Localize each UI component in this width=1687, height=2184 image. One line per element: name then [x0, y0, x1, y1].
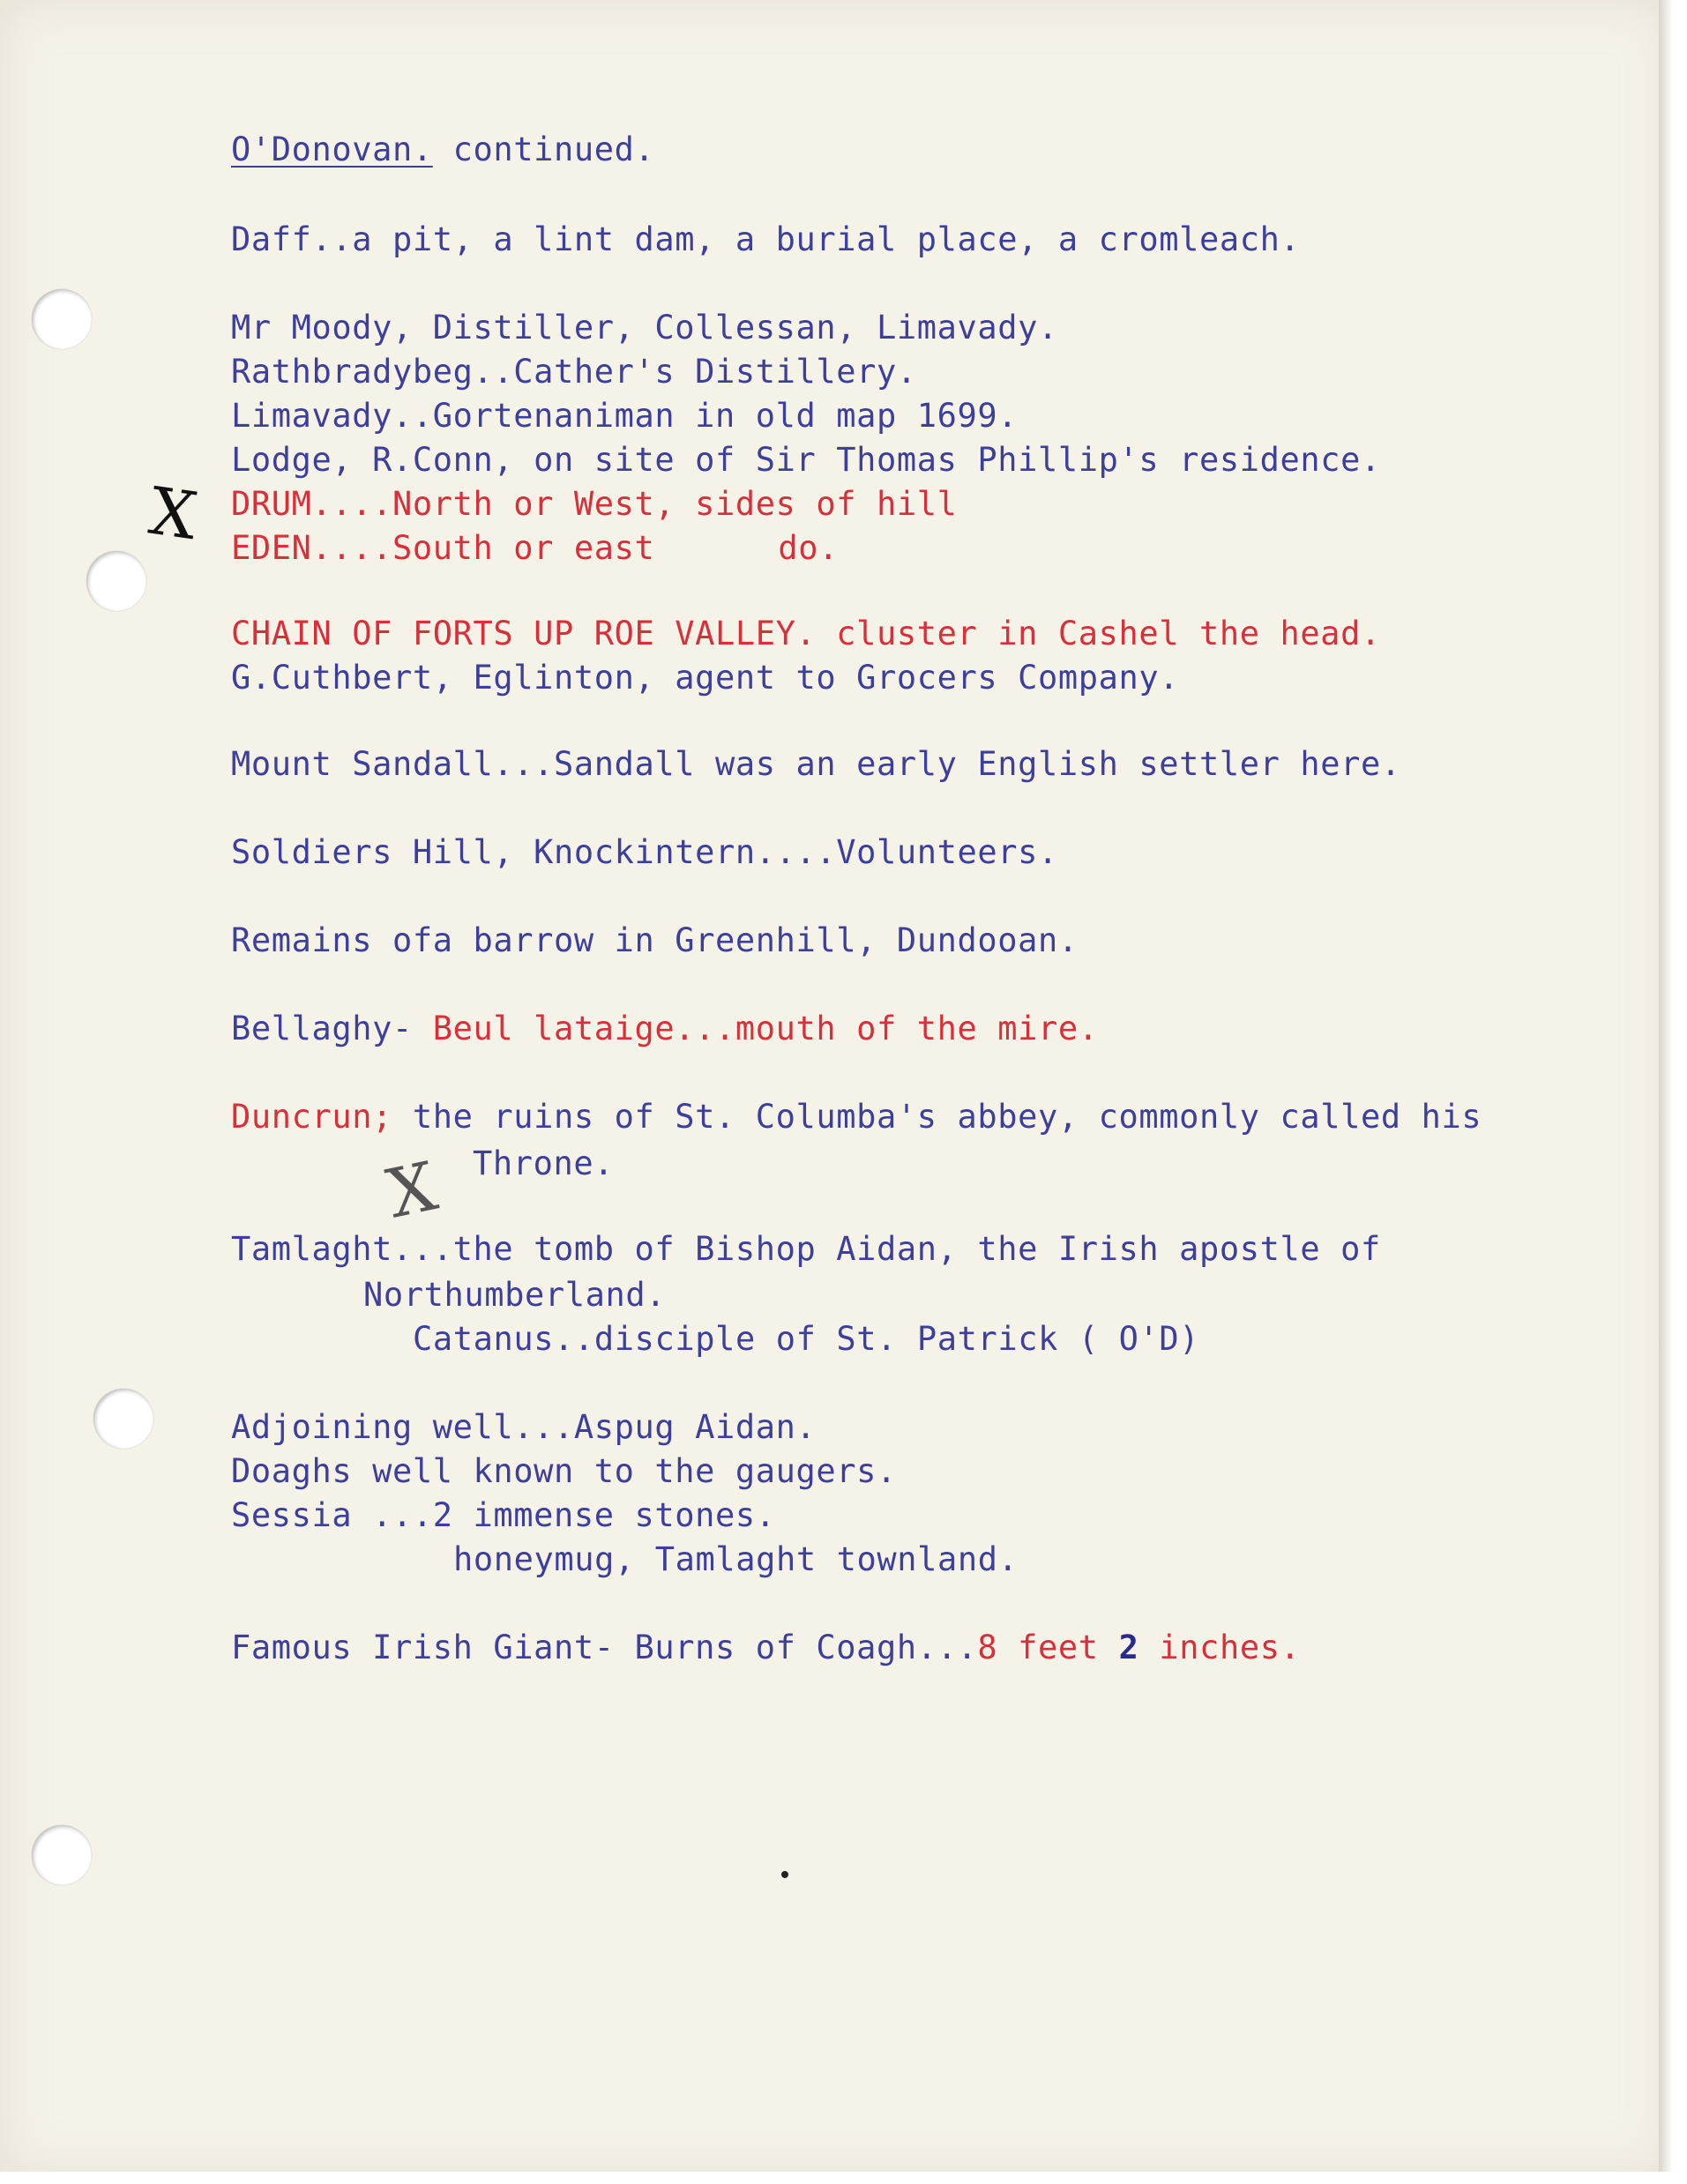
- ink-speck: [781, 1871, 788, 1878]
- chain-title: CHAIN OF FORTS UP ROE VALLEY.: [231, 615, 817, 652]
- text-line-rathbrady: Rathbradybeg..Cather's Distillery.: [231, 353, 917, 391]
- bellaghy-meaning: Beul lataige...mouth of the mire.: [432, 1010, 1099, 1047]
- text-line-sandall: Mount Sandall...Sandall was an early English settler here.: [231, 745, 1401, 783]
- text-line-adjoining: Adjoining well...Aspug Aidan.: [231, 1408, 817, 1446]
- text-line-lodge: Lodge, R.Conn, on site of Sir Thomas Phillip's residence.: [231, 441, 1381, 479]
- text-line-sessia: Sessia ...2 immense stones.: [231, 1496, 776, 1534]
- text-line-remains: Remains ofa barrow in Greenhill, Dundooan.: [231, 921, 1079, 959]
- text-line-doaghs: Doaghs well known to the gaugers.: [231, 1452, 897, 1490]
- giant-height-feet: 8 feet: [977, 1629, 1119, 1666]
- giant-height-number: 2: [1118, 1629, 1139, 1666]
- text-line-daff: Daff..a pit, a lint dam, a burial place, a cromleach.: [231, 220, 1301, 258]
- punch-hole: [86, 551, 146, 611]
- punch-hole: [32, 289, 92, 349]
- text-line-cuthbert: G.Cuthbert, Eglinton, agent to Grocers Company.: [231, 659, 1180, 697]
- punch-hole: [32, 1825, 92, 1885]
- handwritten-x-mark: X: [145, 473, 202, 555]
- text-line-catanus: Catanus..disciple of St. Patrick ( O'D): [413, 1320, 1200, 1358]
- page-edge: [1659, 0, 1673, 2178]
- duncrun-place: Duncrun;: [231, 1098, 393, 1136]
- heading-name: O'Donovan.: [231, 130, 433, 168]
- text-line-throne: Throne.: [473, 1144, 615, 1182]
- text-line-drum: DRUM....North or West, sides of hill: [231, 485, 958, 523]
- text-line-northumberland: Northumberland.: [363, 1276, 667, 1314]
- punch-hole: [93, 1389, 153, 1449]
- text-line-honeymug: honeymug, Tamlaght townland.: [453, 1540, 1019, 1578]
- eden-label: EDEN....South or east: [231, 529, 655, 567]
- text-line-duncrun: [231, 1098, 1482, 1136]
- heading-suffix: continued.: [432, 130, 655, 168]
- text-line-soldiers: Soldiers Hill, Knockintern....Volunteers.: [231, 833, 1058, 871]
- bellaghy-place: Bellaghy-: [231, 1010, 433, 1047]
- text-line-moody: Mr Moody, Distiller, Collessan, Limavady.: [231, 309, 1058, 347]
- text-line-limavady: Limavady..Gortenaniman in old map 1699.: [231, 397, 1019, 435]
- duncrun-desc: the ruins of St. Columba's abbey, commonly called his: [392, 1098, 1482, 1136]
- text-line-bellaghy: [231, 1010, 1099, 1047]
- text-line-giant: [231, 1629, 1300, 1666]
- text-line-tamlaght: Tamlaght...the tomb of Bishop Aidan, the Irish apostle of: [231, 1230, 1381, 1268]
- giant-desc: Famous Irish Giant- Burns of Coagh...: [231, 1629, 978, 1666]
- text-line-eden: [231, 529, 839, 567]
- chain-rest: cluster in Cashel the head.: [816, 615, 1381, 652]
- text-line-chain: [231, 615, 1381, 652]
- scan-border: [0, 2172, 1673, 2178]
- eden-ditto: do.: [778, 529, 840, 567]
- heading-line: [231, 130, 654, 168]
- giant-height-inches: inches.: [1138, 1629, 1301, 1666]
- pencil-x-mark: X: [380, 1146, 444, 1234]
